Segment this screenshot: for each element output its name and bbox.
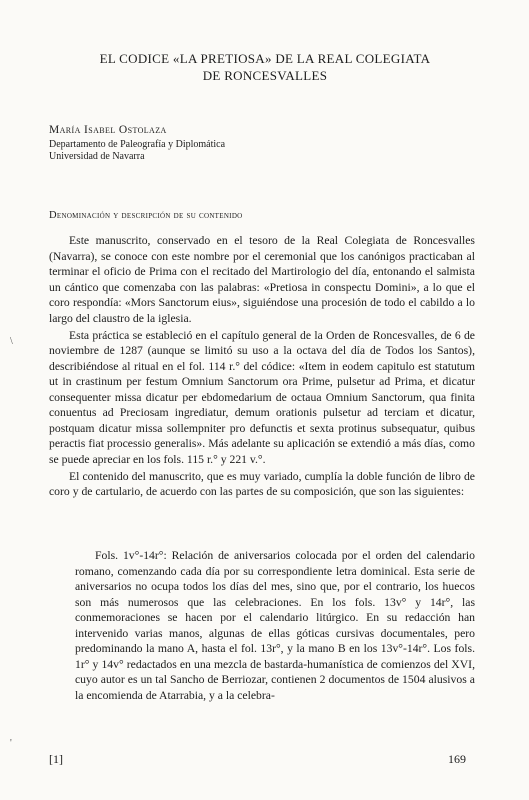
scan-mark: ' xyxy=(10,738,12,749)
paragraph: El contenido del manuscrito, que es muy variado, cumplía la doble función de libro de coro y de cartulario, de acuerdo con las partes de su composición, que son las siguientes: xyxy=(49,469,475,498)
paragraph: Esta práctica se estableció en el capítulo general de la Orden de Roncesvalles, de 6 de noviembre de 1287 (aunque se limitó su uso a la octava del día de Todos los Santos), describiéndose al ritual en el fol. 114 r.° del códice: «Item in eodem capitulo est statutum ut in crastinum per festum Omnium Sanctorum ora Prime, pulsetur ad Prima, et dicatur consequenter missa dicatur per ebdomedarium de octaua Omnium Sanctorum, qua finita conuentus ad Preciosam ingrediatur, demum orationis pulsetur ad terciam et dicatur, postquam dicatur missa sollempniter pro defunctis et sexta protinus subsequatur, quibus peractis fiat processio generalis». Más adelante su aplicación se extendió a más días, como se puede apreciar en los fols. 115 r.° y 221 v.°. xyxy=(49,328,475,466)
article-title xyxy=(60,50,470,84)
scan-mark: \ xyxy=(10,336,13,347)
title-line-1: EL CODICE «LA PRETIOSA» DE LA REAL COLEGIATA xyxy=(99,51,431,66)
author-name: María Isabel Ostolaza xyxy=(49,124,167,136)
author-affiliation xyxy=(49,139,225,163)
page-marker: [1] xyxy=(49,752,63,766)
section-heading: Denominación y descripción de su contenido xyxy=(49,210,243,221)
department-line: Departamento de Paleografía y Diplomática xyxy=(49,139,226,150)
title-line-2: DE RONCESVALLES xyxy=(202,68,328,83)
university-line: Universidad de Navarra xyxy=(49,151,145,162)
body-text xyxy=(49,233,475,501)
paragraph: Este manuscrito, conservado en el tesoro de la Real Colegiata de Roncesvalles (Navarra), se conoce con este nombre por el ceremonial que los canónigos practicaban al terminar el oficio de Prima con el recitado del Martirologio del día, entonando el salmista un cántico que comenzaba con las palabras: «Pretiosa in conspectu Domini», a lo que el coro respondía: «Mors Sanctorum eius», siguiéndose una procesión de todo el cabildo a lo largo del claustro de la iglesia. xyxy=(49,234,475,325)
quote-paragraph: Fols. 1v°-14r°: Relación de aniversarios colocada por el orden del calendario romano, comenzando cada día por su correspondiente letra dominical. Esta serie de aniversarios no ocupa todos los días del mes, sino que, por el contrario, los huecos son más numerosos que las celebraciones. En los fols. 13v° y 14r°, las conmemoraciones se hacen por el calendario litúrgico. En su redacción han intervenido varias manos, algunas de ellas góticas cursivas documentales, pero predominando la mano A, hasta el fol. 13r°, y la mano B en los 13v°-14r°. Los fols. 1r° y 14v° redactados en una mezcla de bastarda-humanística de comienzos del XVI, cuyo autor es un tal Sancho de Berriozar, contienen 2 documentos de 1504 alusivos a la encomienda de Atarrabia, y a la celebra- xyxy=(75,549,475,702)
indented-description xyxy=(75,548,475,703)
page-number: 169 xyxy=(448,752,466,766)
